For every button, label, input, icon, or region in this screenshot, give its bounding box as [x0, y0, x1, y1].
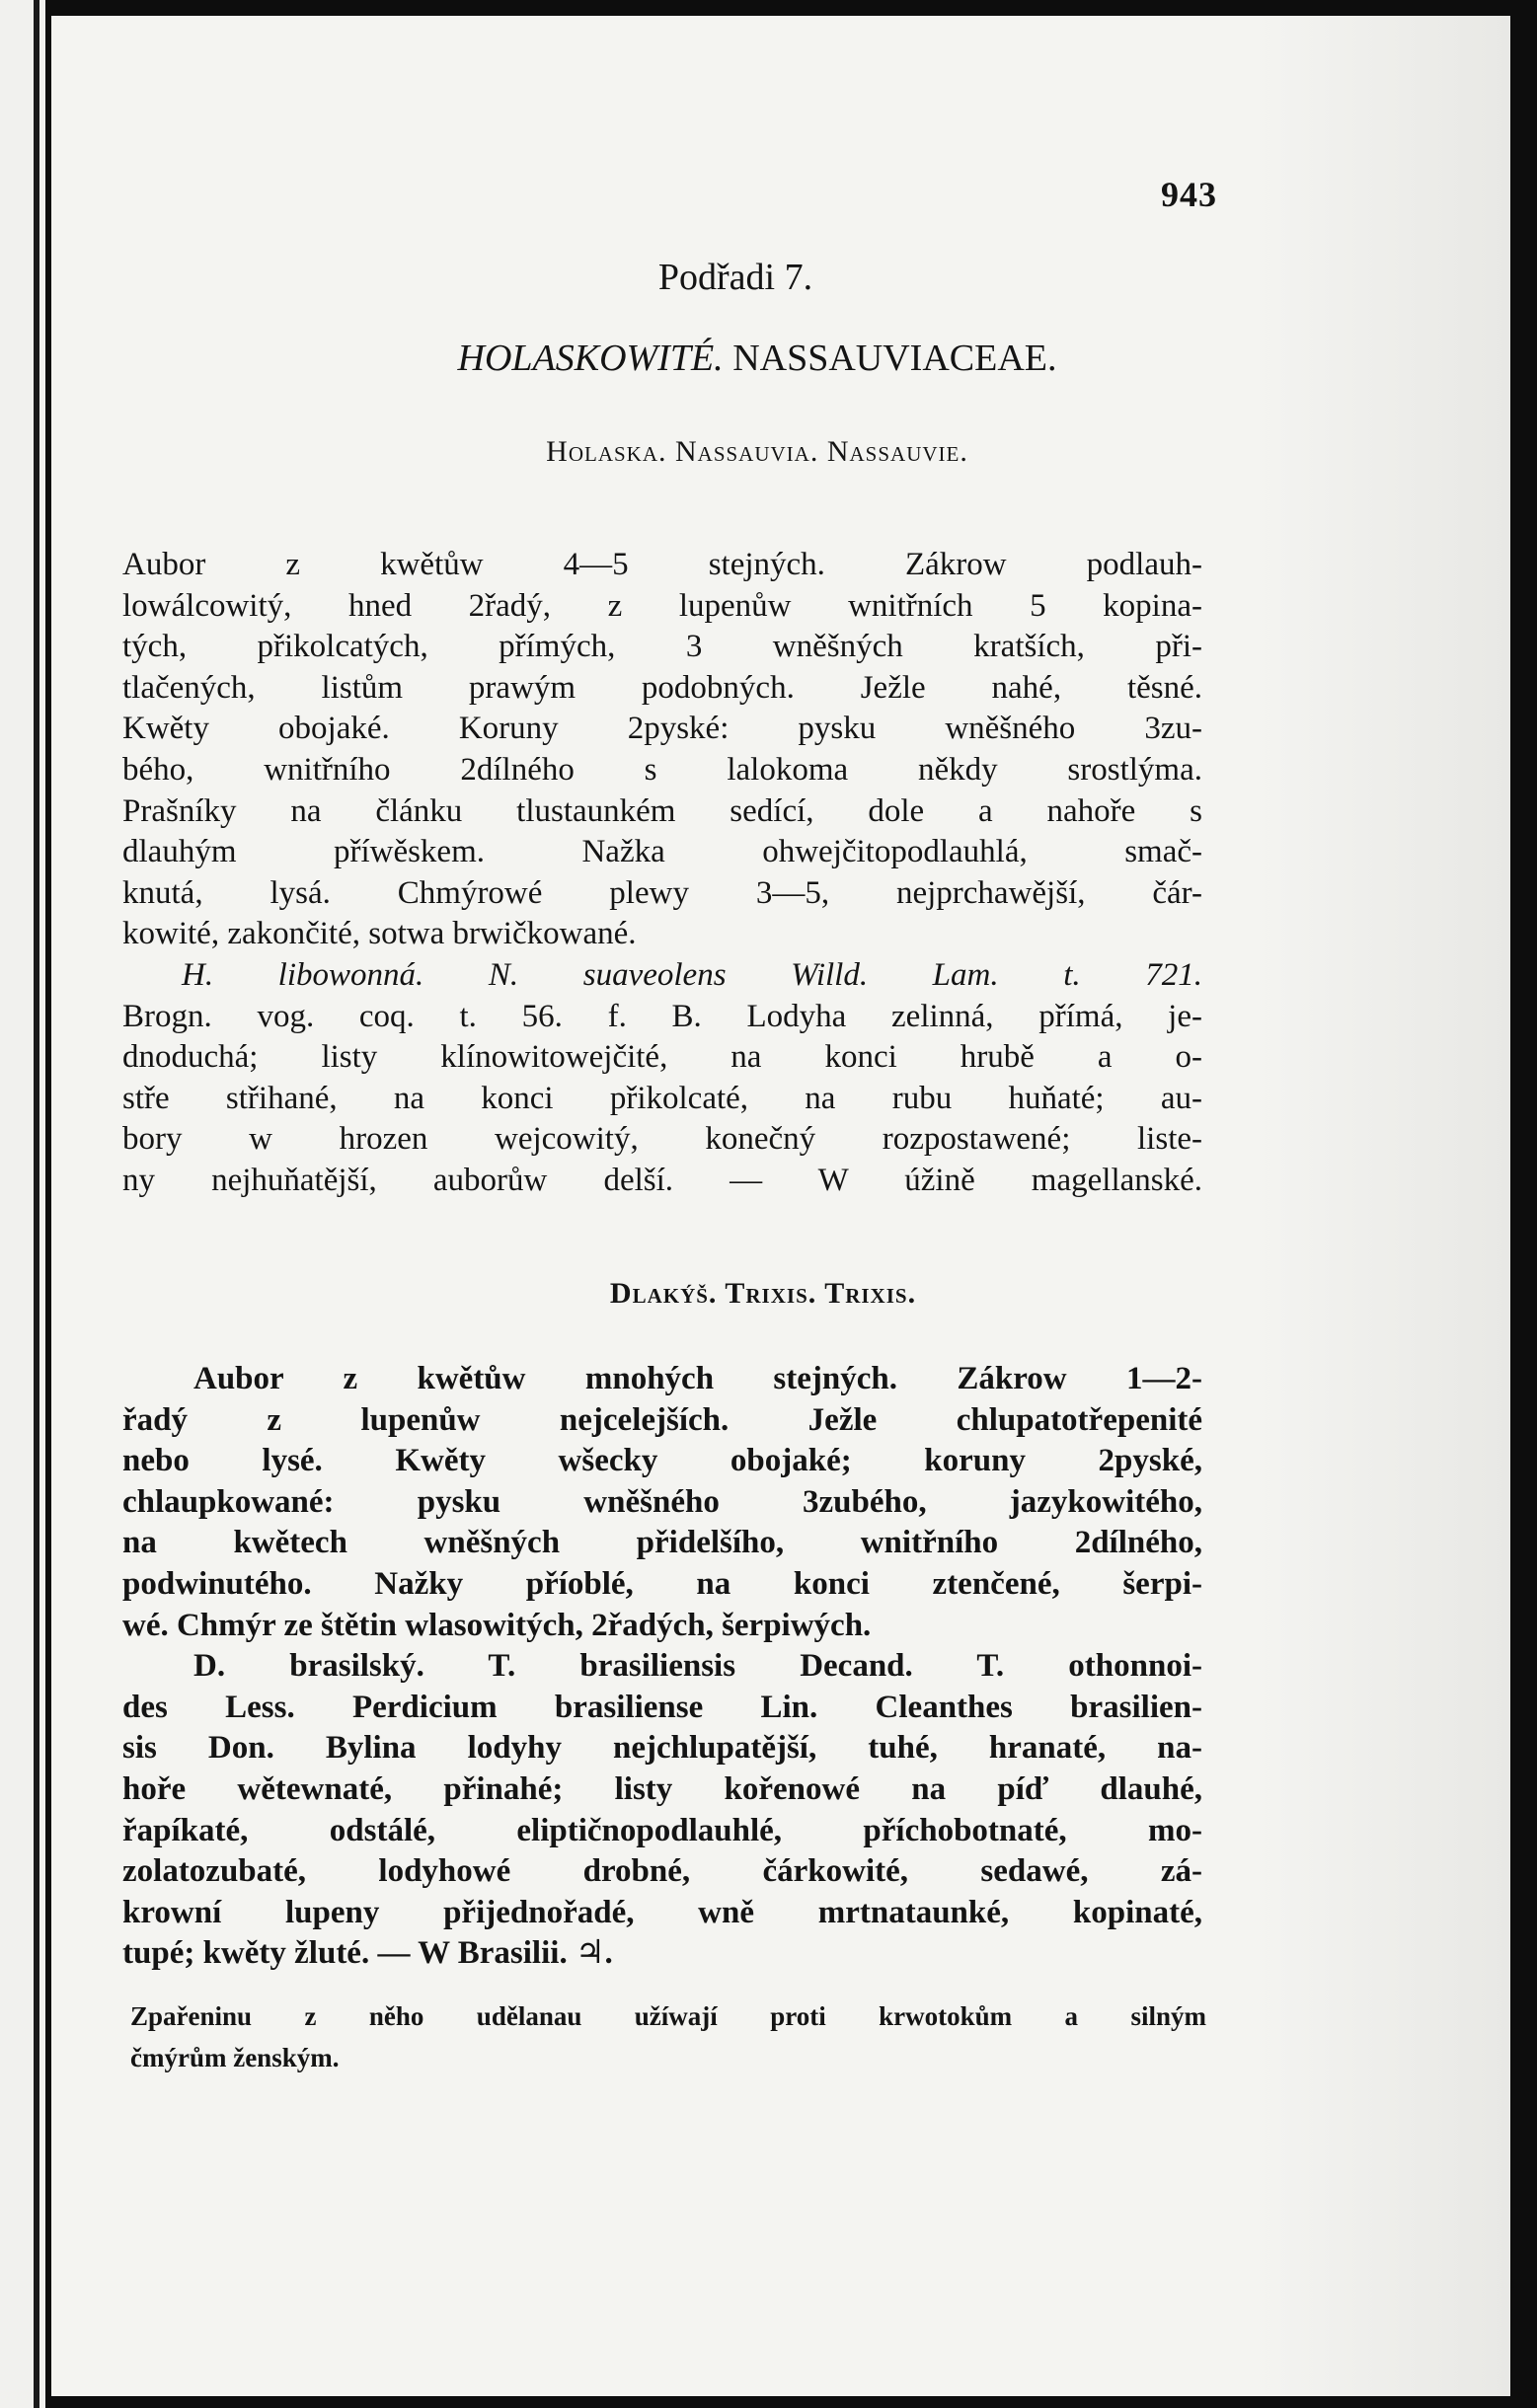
text-line: zolatozubaté, lodyhowé drobné, čárkowité, sedawé, zá-: [122, 1853, 1202, 1890]
text-line: Aubor z kwětůw 4—5 stejných. Zákrow podlauh-: [122, 547, 1202, 582]
footnote-line: Zpařeninu z něho udělanau užíwají proti krwotokům a silným: [130, 2001, 1206, 2031]
text-line: ny nejhuňatější, auborůw delší. — W úžině magellanské.: [122, 1162, 1202, 1198]
text-line: tlačených, listům prawým podobných. Ježle nahé, těsné.: [122, 669, 1202, 706]
text-line: dlauhým příwěskem. Nažka ohwejčitopodlauhlá, smač-: [122, 834, 1202, 870]
text-line: Aubor z kwětůw mnohých stejných. Zákrow 1—2-: [193, 1361, 1202, 1396]
text-line: wé. Chmýr ze štětin wlasowitých, 2řadých, šerpiwých.: [122, 1607, 872, 1643]
text-line: řadý z lupenůw nejcelejších. Ježle chlupatotřepenité: [122, 1401, 1202, 1438]
genus-heading-nassauvia: Holaska. Nassauvia. Nassauvie.: [546, 435, 968, 468]
text-line: D. brasilský. T. brasiliensis Decand. T. othonnoi-: [193, 1648, 1202, 1685]
text-line: chlaupkowané: pysku wněšného 3zubého, jazykowitého,: [122, 1483, 1202, 1520]
footnote-line: čmýrům ženským.: [130, 2043, 340, 2072]
nassauvia-description: [122, 545, 1202, 1202]
text-line: bory w hrozen wejcowitý, konečný rozpostawené; liste-: [122, 1121, 1202, 1158]
text-line: Kwěty obojaké. Koruny 2pyské: pysku wněšného 3zu-: [122, 711, 1202, 747]
text-line: dnoduchá; listy klínowitowejčité, na konci hrubě a o-: [122, 1039, 1202, 1076]
genus-heading-trixis: Dlakýš. Trixis. Trixis.: [609, 1277, 917, 1310]
book-page: [51, 16, 1510, 2396]
text-line: knutá, lysá. Chmýrowé plewy 3—5, nejprchawější, čár-: [122, 874, 1202, 911]
footnote: [130, 1995, 1206, 2078]
text-line: nebo lysé. Kwěty wšecky obojaké; koruny 2pyské,: [122, 1443, 1202, 1479]
text-line: krowní lupeny přijednořadé, wně mrtnataunké, kopinaté,: [122, 1894, 1202, 1930]
text-line: na kwětech wněšných přidelšího, wnitřního 2dílného,: [122, 1525, 1202, 1561]
text-line: kowité, zakončité, sotwa brwičkowané.: [122, 916, 637, 952]
trixis-description: [122, 1359, 1202, 1975]
text-line: sis Don. Bylina lodyhy nejchlupatější, tuhé, hranaté, na-: [122, 1730, 1202, 1767]
text-line: bého, wnitřního 2dílného s lalokoma někdy srostlýma.: [122, 751, 1202, 788]
text-line: podwinutého. Nažky příoblé, na konci ztenčené, šerpi-: [122, 1565, 1202, 1602]
text-line: Brogn. vog. coq. t. 56. f. B. Lodyha zelinná, přímá, je-: [122, 998, 1202, 1034]
text-line: des Less. Perdicium brasiliense Lin. Cleanthes brasilien-: [122, 1689, 1202, 1725]
text-line: hoře wětewnaté, přinahé; listy kořenowé na píď dlauhé,: [122, 1770, 1202, 1807]
text-line: stře střihané, na konci přikolcaté, na rubu huňaté; au-: [122, 1080, 1202, 1116]
family-heading: [28, 337, 1487, 380]
subrank-title: Podřadi 7.: [657, 257, 813, 298]
page-number: 943: [1161, 175, 1217, 214]
text-line: H. libowonná. N. suaveolens Willd. Lam. t. 721.: [182, 956, 1202, 993]
family-name-latin: NASSAUVIACEAE.: [732, 338, 1057, 379]
text-line: lowálcowitý, hned 2řadý, z lupenůw wnitřních 5 kopina-: [122, 587, 1202, 624]
text-line: řapíkaté, odstálé, eliptičnopodlauhlé, příchobotnaté, mo-: [122, 1812, 1202, 1848]
text-line: tých, přikolcatých, přímých, 3 wněšných kratších, při-: [122, 629, 1202, 665]
text-line: tupé; kwěty žluté. — W Brasilii. ♃.: [122, 1935, 613, 1972]
text-line: Prašníky na článku tlustaunkém sedící, dole a nahoře s: [122, 792, 1202, 829]
family-name-czech: HOLASKOWITÉ.: [457, 338, 724, 379]
